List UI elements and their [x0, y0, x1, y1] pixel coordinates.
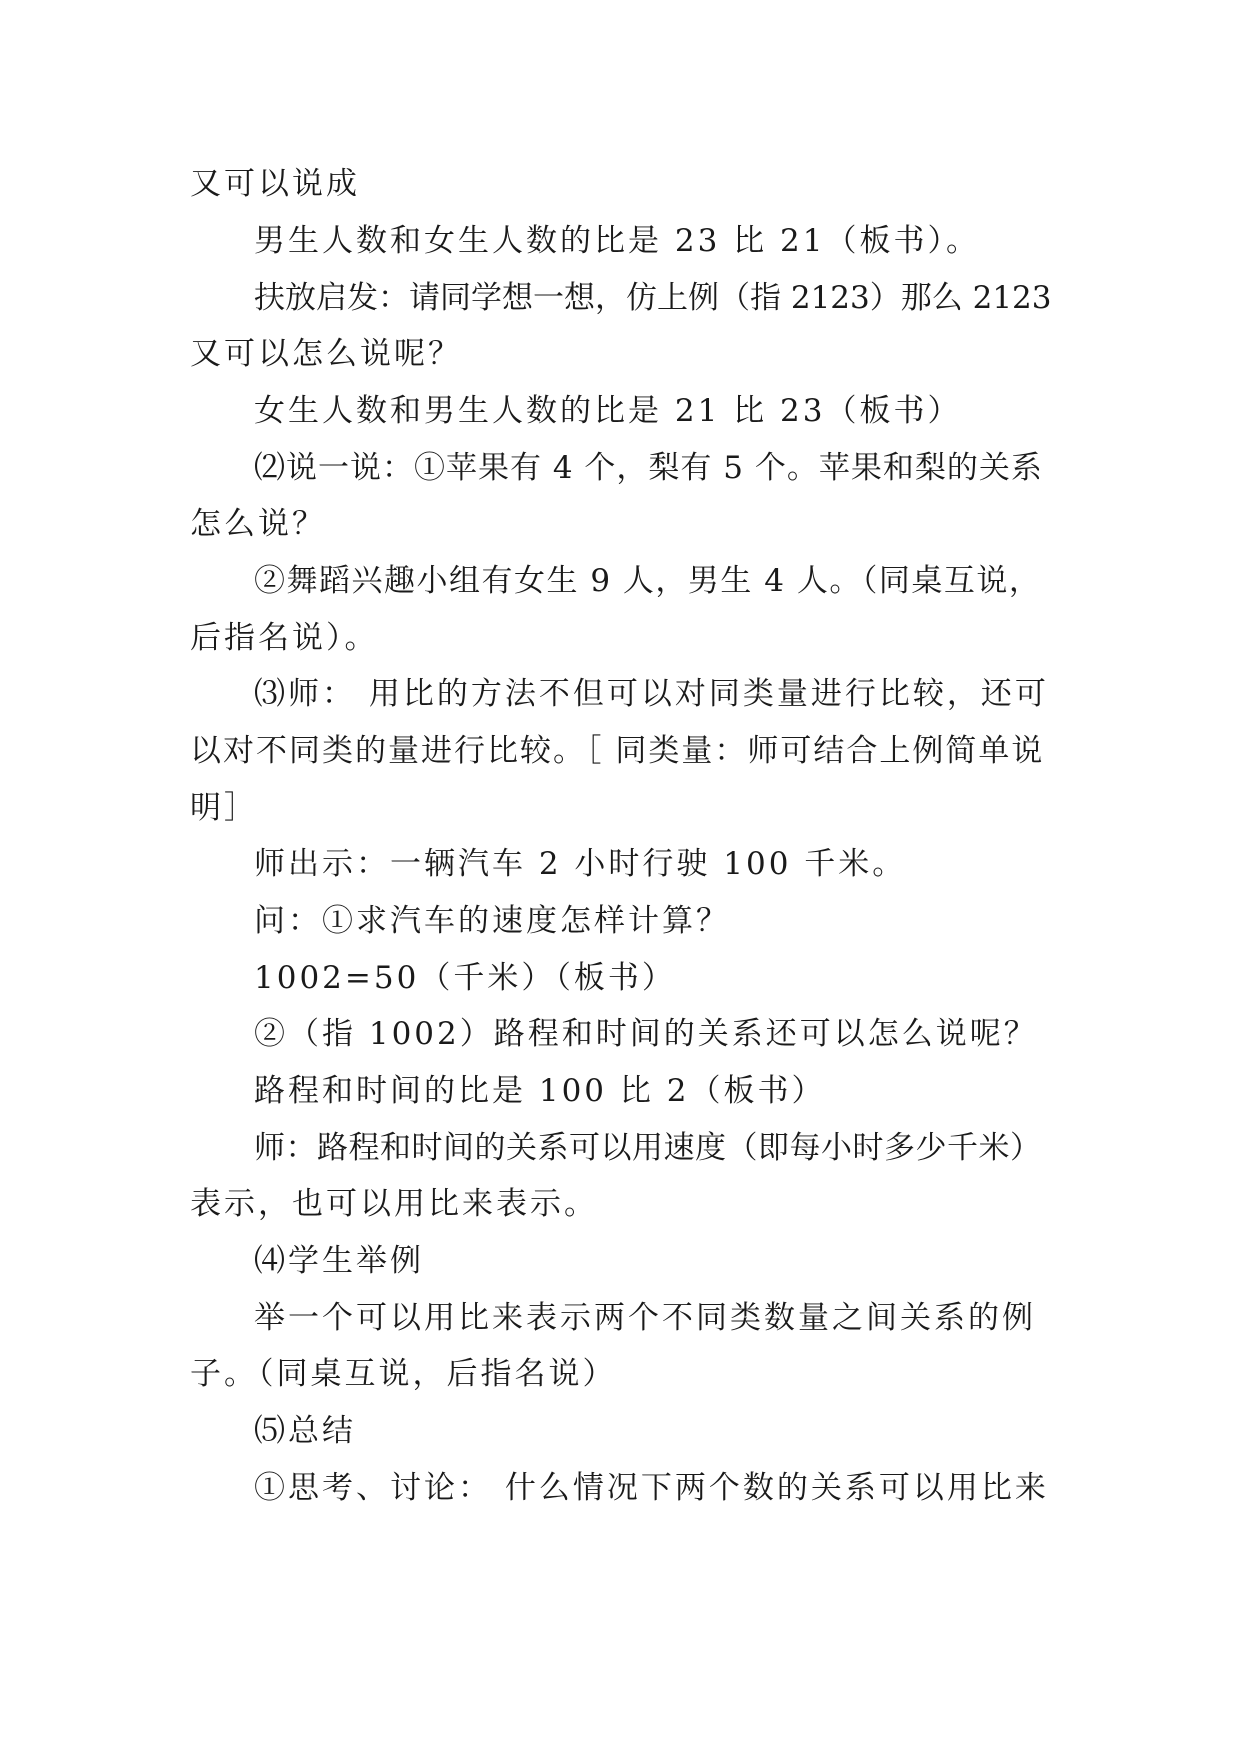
text-line: ⑵说一说：①苹果有 4 个，梨有 5 个。苹果和梨的关系: [254, 450, 1043, 486]
text-line: 后指名说）。: [190, 620, 379, 656]
text-line: 师出示：一辆汽车 2 小时行驶 100 千米。: [254, 846, 907, 882]
text-line: ②舞蹈兴趣小组有女生 9 人，男生 4 人。（同桌互说，: [254, 563, 1042, 599]
text-line: ⑶师： 用比的方法不但可以对同类量进行比较，还可: [254, 676, 1049, 712]
text-line: 表示，也可以用比来表示。: [190, 1186, 598, 1222]
text-line: 子。（同桌互说，后指名说）: [190, 1356, 617, 1392]
text-line: 扶放启发：请同学想一想，仿上例（指 2123）那么 2123: [254, 280, 1052, 316]
text-line: 以对不同类的量进行比较。［ 同类量：师可结合上例简单说: [190, 733, 1045, 769]
text-line: ②（指 1002）路程和时间的关系还可以怎么说呢？: [254, 1016, 1038, 1052]
text-line: 怎么说？: [190, 506, 326, 542]
text-line: ⑸总结: [254, 1413, 356, 1449]
text-line: 举一个可以用比来表示两个不同类数量之间关系的例: [254, 1300, 1036, 1336]
text-line: 明］: [190, 790, 258, 826]
text-line: 女生人数和男生人数的比是 21 比 23（板书）: [254, 393, 962, 429]
text-line: 师：路程和时间的关系可以用速度（即每小时多少千米）: [254, 1130, 1042, 1166]
text-line: ①思考、讨论： 什么情况下两个数的关系可以用比来: [254, 1470, 1049, 1506]
text-line: 又可以说成: [190, 166, 360, 202]
text-line: 又可以怎么说呢？: [190, 336, 462, 372]
text-line: 1002=50（千米）（板书）: [254, 960, 676, 996]
text-line: 问：①求汽车的速度怎样计算？: [254, 903, 730, 939]
text-line: ⑷学生举例: [254, 1243, 424, 1279]
text-line: 男生人数和女生人数的比是 23 比 21（板书）。: [254, 223, 980, 259]
text-line: 路程和时间的比是 100 比 2（板书）: [254, 1073, 826, 1109]
